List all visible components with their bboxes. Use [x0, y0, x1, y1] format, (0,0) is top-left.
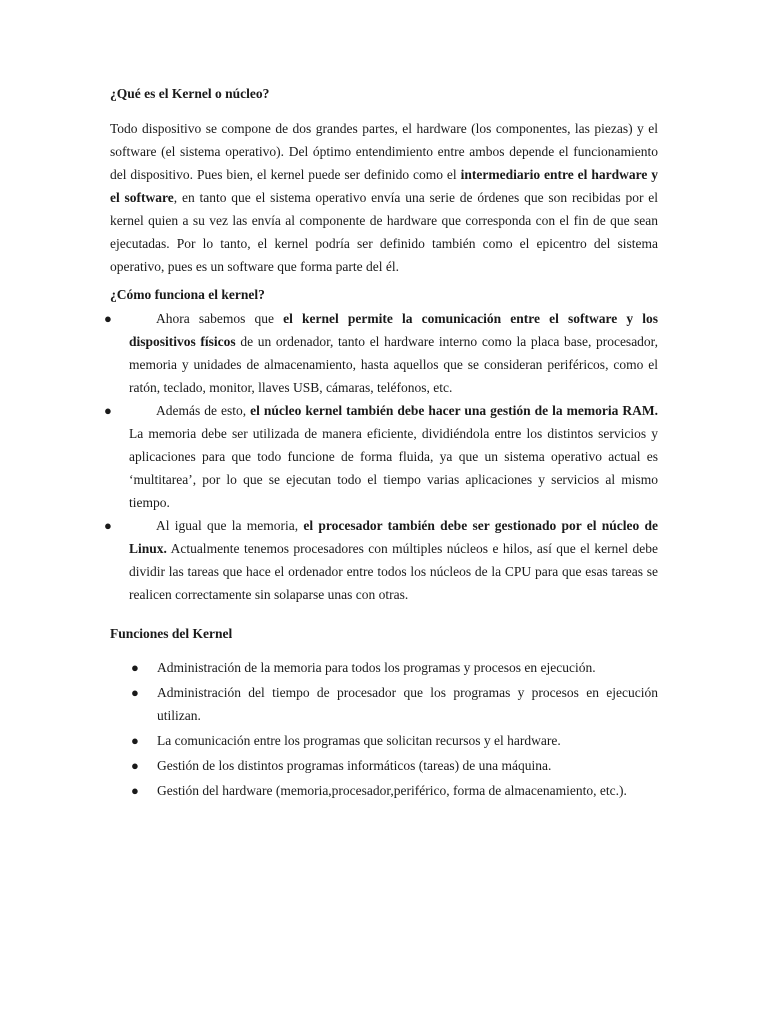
list-item-text: Al igual que la memoria, — [156, 518, 299, 533]
list-item — [0, 779, 768, 802]
list-funcionamiento — [0, 307, 768, 606]
paragraph-bold-text: intermediario entre el hardware y el software — [110, 167, 659, 205]
list-item — [0, 307, 768, 399]
list-item — [0, 681, 768, 727]
list-item-text: Administración del tiempo de procesador que los programas y procesos en ejecución utilizan. — [157, 685, 658, 723]
list-funciones — [0, 656, 768, 804]
bullet-icon: ● — [104, 311, 112, 326]
list-item-text: La memoria debe ser utilizada de manera eficiente, dividiéndola entre los distintos servicios y aplicaciones para que todo funcione de forma fluida, ya que un sistema operativo actual es ‘multitarea’, por lo que se ejecutan todo el tiempo varias aplicaciones y servicios al mismo tiempo. — [129, 426, 658, 510]
list-item-text: La comunicación entre los programas que solicitan recursos y el hardware. — [157, 733, 561, 748]
bullet-icon: ● — [131, 685, 139, 700]
list-item-text: de un ordenador, tanto el hardware interno como la placa base, procesador, memoria y unidades de almacenamiento, hasta aquellos que se consideran periféricos, como el ratón, teclado, monitor, llaves USB, cámaras, teléfonos, etc. — [129, 334, 659, 395]
list-item — [0, 754, 768, 777]
bullet-icon: ● — [104, 518, 112, 533]
bullet-icon: ● — [131, 660, 139, 675]
bullet-icon: ● — [104, 403, 112, 418]
list-item-bold-text: el núcleo kernel también debe hacer una gestión de la memoria RAM. — [250, 403, 658, 418]
list-item — [0, 656, 768, 679]
heading-que-es-kernel: ¿Qué es el Kernel o núcleo? — [110, 86, 270, 101]
paragraph-text: Todo dispositivo se compone de dos grandes partes, el hardware (los componentes, las piezas) y el software (el sistema operativo). Del óptimo entendimiento entre ambos depende el funcionamiento del dispositivo. Pues bien, el kernel puede ser definido como el — [110, 121, 658, 182]
bullet-icon: ● — [131, 783, 139, 798]
list-item-text: Actualmente tenemos procesadores con múltiples núcleos e hilos, así que el kernel debe dividir las tareas que hace el ordenador entre todos los núcleos de la CPU para que esas tareas se realicen correctamente sin solaparse unas con otras. — [129, 541, 658, 602]
bullet-icon: ● — [131, 758, 139, 773]
list-item-text: Además de esto, — [156, 403, 247, 418]
list-item-text: Gestión del hardware (memoria,procesador,periférico, forma de almacenamiento, etc.). — [157, 783, 627, 798]
list-item — [0, 514, 768, 606]
list-item-text: Ahora sabemos que — [156, 311, 274, 326]
list-item — [0, 399, 768, 514]
bullet-icon: ● — [131, 733, 139, 748]
heading-como-funciona: ¿Cómo funciona el kernel? — [110, 287, 265, 302]
heading-funciones-kernel: Funciones del Kernel — [110, 626, 233, 641]
list-item-bold-text: el kernel permite la comunicación entre el software y los dispositivos físicos — [129, 311, 658, 349]
list-item-text: Administración de la memoria para todos los programas y procesos en ejecución. — [157, 660, 596, 675]
list-item-bold-text: el procesador también debe ser gestionado por el núcleo de Linux. — [129, 518, 659, 556]
paragraph-definicion-kernel — [110, 117, 658, 278]
list-item-text: Gestión de los distintos programas informáticos (tareas) de una máquina. — [157, 758, 552, 773]
paragraph-text: , en tanto que el sistema operativo envía una serie de órdenes que son recibidas por el kernel quien a su vez las envía al componente de hardware que corresponda con el fin de que sean ejecutadas. Por lo tanto, el kernel podría ser definido también como el epicentro del sistema operativo, pues es un software que forma parte del él. — [110, 190, 658, 274]
list-item — [0, 729, 768, 752]
